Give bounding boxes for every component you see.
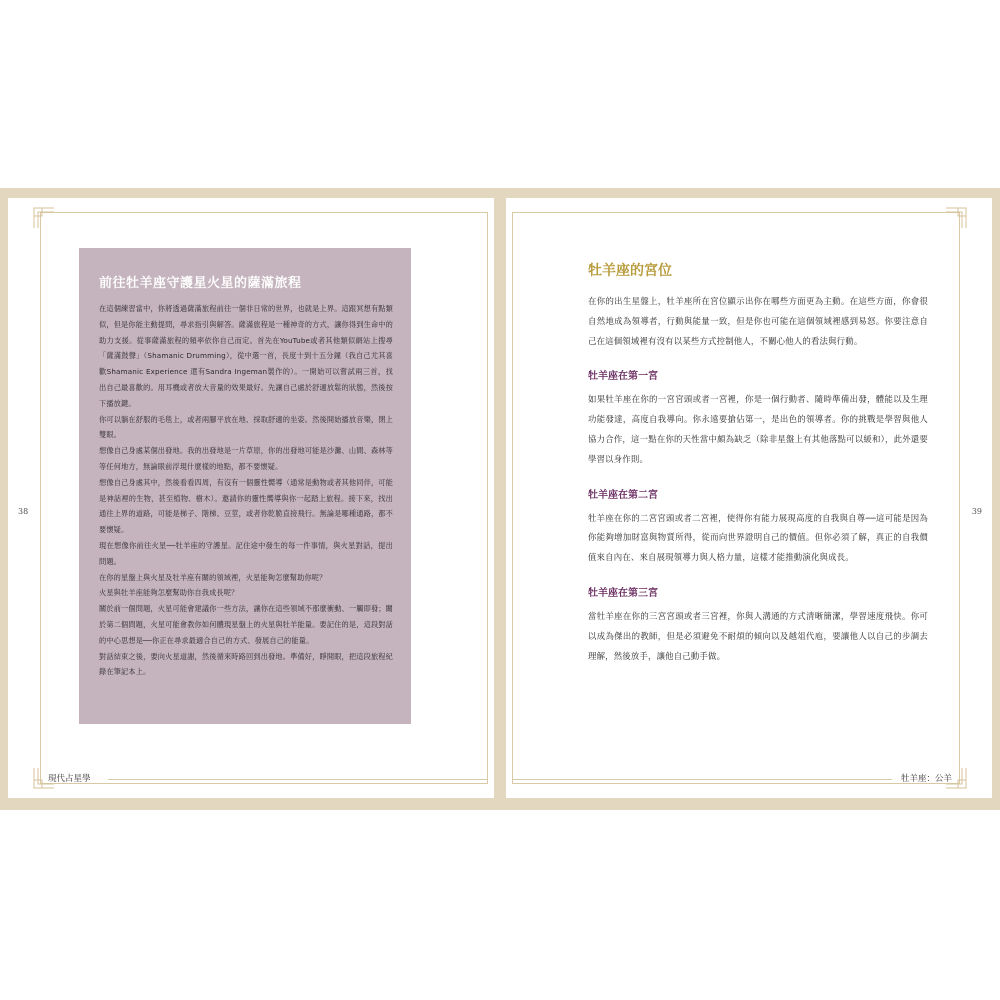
house-heading: 牡羊座在第一宮 xyxy=(588,371,658,383)
page-number: 39 xyxy=(971,507,982,516)
houses-content xyxy=(588,260,928,666)
journey-sidebar-box xyxy=(79,248,411,724)
section-heading: 牡羊座的宮位 xyxy=(588,263,672,279)
sidebar-text xyxy=(99,301,393,680)
sidebar-paragraph: 你可以躺在舒服的毛毯上，或者兩腳平放在地、採取舒適的坐姿。然後開始播放音樂，閉上雙眼。 xyxy=(99,414,393,440)
corner-ornament-icon xyxy=(944,204,970,230)
left-page xyxy=(8,198,494,798)
sidebar-paragraph: 想像自己身處其中，然後看看四周，有沒有一個靈性嚮導（通常是動物或者其他同伴，可能是神話裡的生物，甚至植物、樹木）。邀請你的靈性嚮導與你一起踏上旅程。接下來，找出通往上界的道路，可能是梯子、階梯、豆莖，或者你乾脆直接飛行。無論是哪種通路，都不要懷疑。 xyxy=(99,477,393,535)
intro-paragraph: 在你的出生星盤上，牡羊座所在宮位顯示出你在哪些方面更為主動。在這些方面，你會很自然地成為領導者，行動與能量一致，但是你也可能在這個領域裡感到易怒。你要注意自己在這個領域裡有沒有以某些方式控制他人，不關心他人的看法與行動。 xyxy=(588,296,928,346)
sidebar-title: 前往牡羊座守護星火星的薩滿旅程 xyxy=(99,276,302,291)
page-number: 38 xyxy=(18,507,29,516)
sidebar-paragraph: 想像自己身處某個出發地。我的出發地是一片草原，你的出發地可能是沙灘、山間、森林等等任何地方，無論眼前浮現什麼樣的地點，都不要懷疑。 xyxy=(99,446,393,471)
sidebar-paragraph: 現在想像你前往火星──牡羊座的守護星。記住途中發生的每一件事情，與火星對話，提出問題。 xyxy=(99,540,393,566)
corner-ornament-icon xyxy=(30,204,56,230)
right-page xyxy=(506,198,992,798)
house-paragraph: 牡羊座在你的二宮宮頭或者二宮裡，使得你有能力展現高度的自我與自尊──這可能是因為你能夠增加財富與物質所得，從而向世界證明自己的價值。但你必須了解，真正的自我價值來自內在、來自展現領導力與人格力量，這樣才能推動演化與成長。 xyxy=(588,512,928,563)
sidebar-paragraph: 在你的星盤上與火星及牡羊座有關的領域裡，火星能夠怎麼幫助你呢？ xyxy=(99,572,327,582)
house-paragraph: 如果牡羊座在你的一宮宮頭或者一宮裡，你是一個行動者、隨時準備出發，體能以及生理功能發達，高度自我導向。你永遠要搶佔第一，是出色的領導者。你的挑戰是學習與他人協力合作，這一點在你的天性當中頗為缺乏（除非星盤上有其他落點可以緩和），此外還要學習以身作則。 xyxy=(588,394,928,464)
footer-divider xyxy=(108,779,488,780)
house-heading: 牡羊座在第二宮 xyxy=(588,489,658,501)
sidebar-paragraph: 關於前一個問題，火星可能會建議你一些方法，讓你在這些領域不那麼衝動、一觸即發；關於第二個問題，火星可能會教你如何體現星盤上的火星與牡羊能量。要記住的是，這段對話的中心思想是──你正在尋求最適合自己的方式、發展自己的能量。 xyxy=(99,604,393,645)
running-footer: 牡羊座：公羊 xyxy=(900,774,952,784)
running-footer: 現代占星學 xyxy=(48,774,91,784)
sidebar-paragraph: 火星與牡羊座能夠怎麼幫助你自我成長呢？ xyxy=(99,588,239,598)
house-paragraph: 當牡羊座在你的三宮宮頭或者三宮裡，你與人溝通的方式清晰簡潔，學習速度飛快。你可以成為傑出的教師，但是必須避免不耐煩的傾向以及越俎代庖，要讓他人以自己的步調去理解，然後放手，讓他自己動手做。 xyxy=(588,610,928,661)
book-spread xyxy=(0,188,1000,810)
house-heading: 牡羊座在第三宮 xyxy=(588,587,658,599)
footer-divider xyxy=(512,779,892,780)
sidebar-paragraph: 對話結束之後，要向火星道謝，然後循來時路回到出發地。準備好，睜開眼，把這段旅程紀錄在筆記本上。 xyxy=(99,651,393,677)
sidebar-paragraph: 在這個練習當中，你將透過薩滿旅程前往一個非日常的世界，也就是上界。這跟冥想有點類似，但是你能主動提問，尋求指引與解答。薩滿旅程是一種神奇的方式，讓你得到生命中的助力支援。從事薩滿旅程的頻率依你自己而定。首先在YouTube或者其他類似網站上搜尋「薩滿鼓聲」（Shamanic Drumming），從中選一首，長度十到十五分鐘（我自己尤其喜歡Shamanic Experience 還有Sandra Ingeman製作的）。一開始可以嘗試兩三首，找出自己最喜歡的。用耳機或者放大音量的效果最好。先讓自己處於舒適放鬆的狀態，然後按下播放鍵。 xyxy=(99,304,393,408)
